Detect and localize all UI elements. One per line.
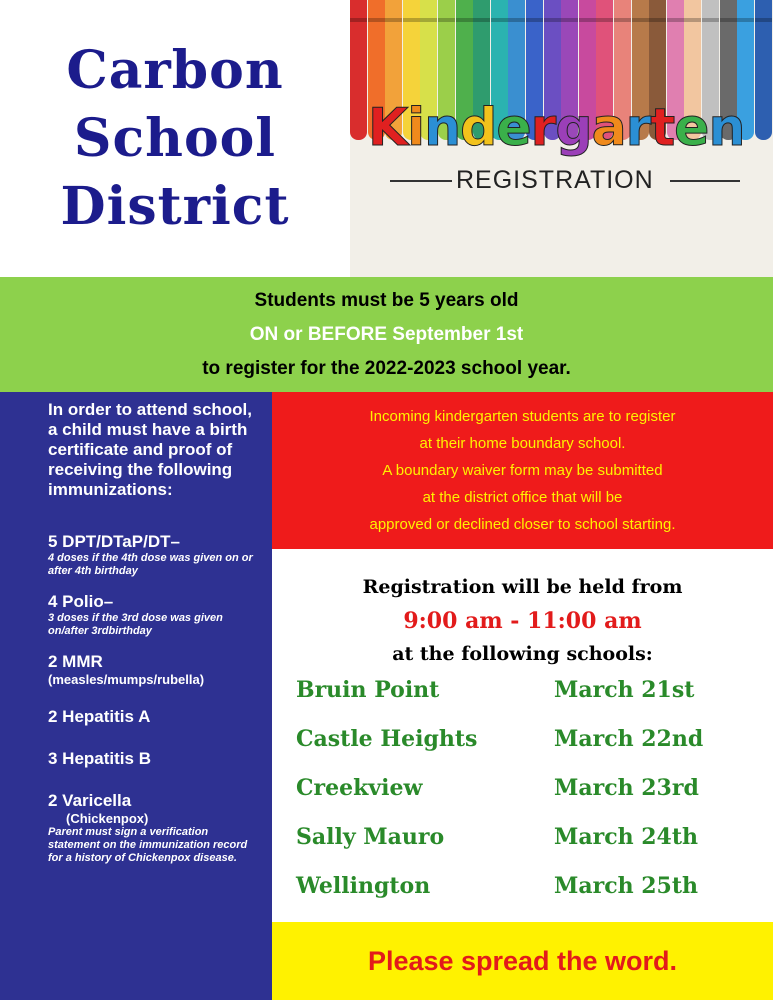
kindergarten-letter: n <box>424 98 461 158</box>
vaccine-note: 3 doses if the 3rd dose was given on/after 3rdbirthday <box>48 612 223 637</box>
school-name: Creekview <box>296 775 423 801</box>
vaccine-title: 4 Polio– <box>48 592 114 611</box>
vaccine-note: 4 doses if the 4th dose was given on or after 4th birthday <box>48 552 253 577</box>
school-name: Bruin Point <box>296 677 440 703</box>
boundary-notice-panel <box>272 392 773 549</box>
school-date: March 25th <box>554 873 699 899</box>
vaccine-polio <box>48 592 262 638</box>
kindergarten-letter: K <box>368 98 408 158</box>
age-line-1: Students must be 5 years old <box>254 289 519 311</box>
title-line-3: District <box>60 175 290 237</box>
requirements-intro: In order to attend school, a child must have a birth certificate and proof of receiving the following immunizations: <box>48 400 253 499</box>
schedule-time: 9:00 am - 11:00 am <box>403 608 642 634</box>
kindergarten-letter: n <box>708 98 745 158</box>
kindergarten-letter: t <box>650 98 675 158</box>
kindergarten-letter: e <box>674 98 709 158</box>
vaccine-parenthetical: (Chickenpox) <box>66 811 149 826</box>
title-line-1: Carbon <box>66 39 284 101</box>
age-requirement-band <box>0 277 773 392</box>
crayon <box>755 0 772 140</box>
registration-word: REGISTRATION <box>456 166 654 194</box>
vaccine-note: Parent must sign a verification statement on the immunization record for a history of Chickenpox disease. <box>48 826 248 864</box>
vaccine-title: 3 Hepatitis B <box>48 749 151 768</box>
vaccine-title: 2 MMR <box>48 652 103 671</box>
boundary-line: at their home boundary school. <box>419 435 626 452</box>
boundary-line: Incoming kindergarten students are to register <box>369 408 676 425</box>
school-name: Sally Mauro <box>296 824 445 850</box>
kindergarten-letter: g <box>555 98 592 158</box>
district-title <box>0 0 350 277</box>
vaccine-mmr <box>48 652 262 687</box>
age-line-2: ON or BEFORE September 1st <box>249 323 524 345</box>
school-date: March 24th <box>554 824 699 850</box>
title-line-2: School <box>73 107 277 169</box>
boundary-line: at the district office that will be <box>422 489 623 506</box>
footer-text: Please spread the word. <box>367 945 678 976</box>
boundary-line: A boundary waiver form may be submitted <box>382 462 663 479</box>
vaccine-hepatitis-a <box>48 707 262 727</box>
spread-the-word-footer <box>272 922 773 1000</box>
immunization-requirements-panel <box>0 392 272 1000</box>
school-date: March 21st <box>554 677 695 703</box>
kindergarten-registration-banner <box>350 0 773 277</box>
school-name: Castle Heights <box>296 726 478 752</box>
vaccine-dtap <box>48 532 262 578</box>
crayon <box>350 0 367 140</box>
kindergarten-letter: a <box>591 98 626 158</box>
schedule-subheading: at the following schools: <box>392 643 653 665</box>
kindergarten-letter: i <box>407 98 425 158</box>
school-date: March 23rd <box>554 775 699 801</box>
registration-rule-right <box>670 180 740 182</box>
kindergarten-letter: r <box>530 98 556 158</box>
vaccine-varicella <box>48 791 262 865</box>
vaccine-parenthetical: (measles/mumps/rubella) <box>48 672 205 687</box>
vaccine-title: 5 DPT/DTaP/DT– <box>48 532 180 551</box>
school-date: March 22nd <box>554 726 704 752</box>
boundary-line: approved or declined closer to school starting. <box>369 516 676 533</box>
registration-rule-left <box>390 180 452 182</box>
age-line-3: to register for the 2022-2023 school year. <box>202 357 571 379</box>
kindergarten-letter: e <box>496 98 531 158</box>
vaccine-title: 2 Varicella <box>48 791 132 810</box>
schedule-heading: Registration will be held from <box>362 576 683 598</box>
kindergarten-word <box>368 98 744 158</box>
registration-schedule <box>272 549 773 922</box>
vaccine-hepatitis-b <box>48 749 262 769</box>
vaccine-title: 2 Hepatitis A <box>48 707 151 726</box>
kindergarten-letter: r <box>625 98 651 158</box>
kindergarten-letter: d <box>460 98 497 158</box>
school-name: Wellington <box>296 873 431 899</box>
